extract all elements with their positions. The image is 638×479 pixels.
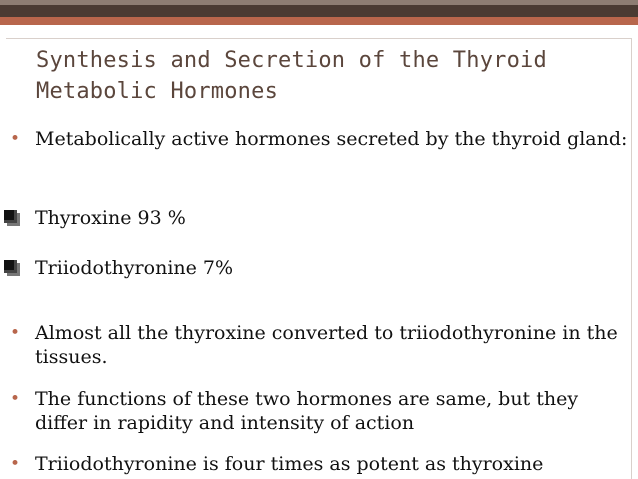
slide-title-line-2: Metabolic Hormones — [36, 79, 279, 104]
bullet-item — [10, 387, 629, 435]
bullet-icon: • — [10, 389, 21, 409]
slide-title-line-1: Synthesis and Secretion of the Thyroid — [36, 48, 547, 73]
header-band — [0, 5, 638, 17]
checkbox-list-item — [4, 206, 186, 230]
checkbox-item-text: Triiodothyronine 7% — [35, 257, 234, 279]
checkbox-list-item — [4, 256, 233, 280]
checkbox-item-text: Thyroxine 93 % — [35, 207, 186, 229]
slide-frame-top — [6, 38, 632, 39]
bullet-text: Triiodothyronine is four times as potent as thyroxine — [35, 453, 544, 475]
slide-title — [36, 45, 616, 107]
bullet-text: Metabolically active hormones secreted by the thyroid gland: — [35, 128, 628, 150]
bullet-icon: • — [10, 323, 21, 343]
bullet-item — [10, 452, 629, 476]
bullet-icon: • — [10, 454, 21, 474]
header-accent-stripe — [0, 17, 638, 25]
checkbox-square-icon — [4, 260, 17, 273]
bullet-text: Almost all the thyroxine converted to triiodothyronine in the tissues. — [35, 322, 618, 368]
bullet-item — [10, 127, 629, 151]
slide-frame-right — [631, 38, 632, 479]
bullet-icon: • — [10, 129, 21, 149]
bullet-item — [10, 321, 629, 369]
bullet-text: The functions of these two hormones are same, but they differ in rapidity and intensity of action — [35, 388, 579, 434]
checkbox-square-icon — [4, 210, 17, 223]
